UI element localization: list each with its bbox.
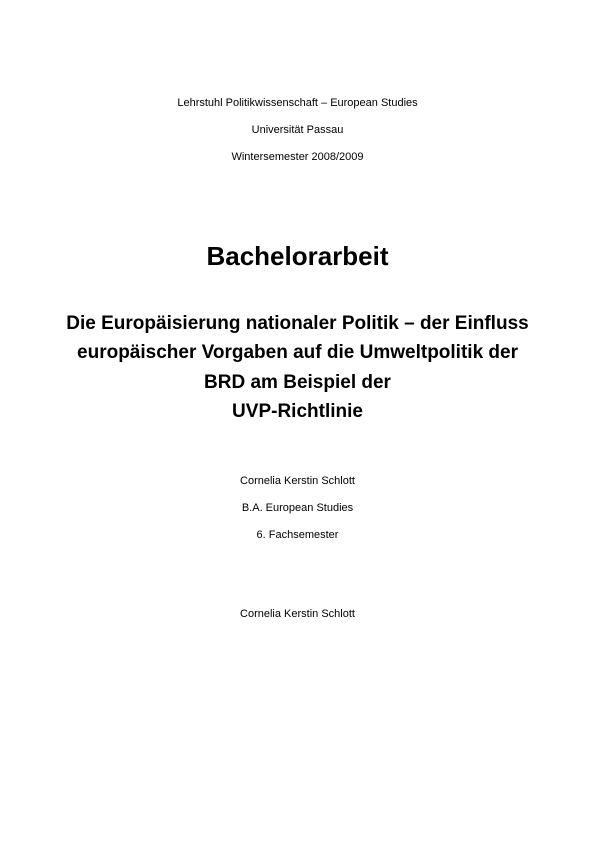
thesis-title-line: UVP-Richtlinie xyxy=(232,400,363,422)
thesis-title-line: europäischer Vorgaben auf die Umweltpolitik der xyxy=(77,342,518,364)
university-name: Universität Passau xyxy=(251,124,344,136)
semester-count: 6. Fachsemester xyxy=(256,529,339,541)
signature-name: Cornelia Kerstin Schlott xyxy=(240,608,355,620)
thesis-title xyxy=(0,309,595,426)
semester-label: Wintersemester 2008/2009 xyxy=(231,151,364,163)
thesis-title-line: Die Europäisierung nationaler Politik – der Einfluss xyxy=(66,313,529,334)
chair-name: Lehrstuhl Politikwissenschaft – European Studies xyxy=(177,97,418,109)
document-type-heading: Bachelorarbeit xyxy=(206,241,389,271)
study-program: B.A. European Studies xyxy=(241,502,354,514)
author-name: Cornelia Kerstin Schlott xyxy=(240,475,355,487)
thesis-title-line: BRD am Beispiel der xyxy=(204,371,391,393)
